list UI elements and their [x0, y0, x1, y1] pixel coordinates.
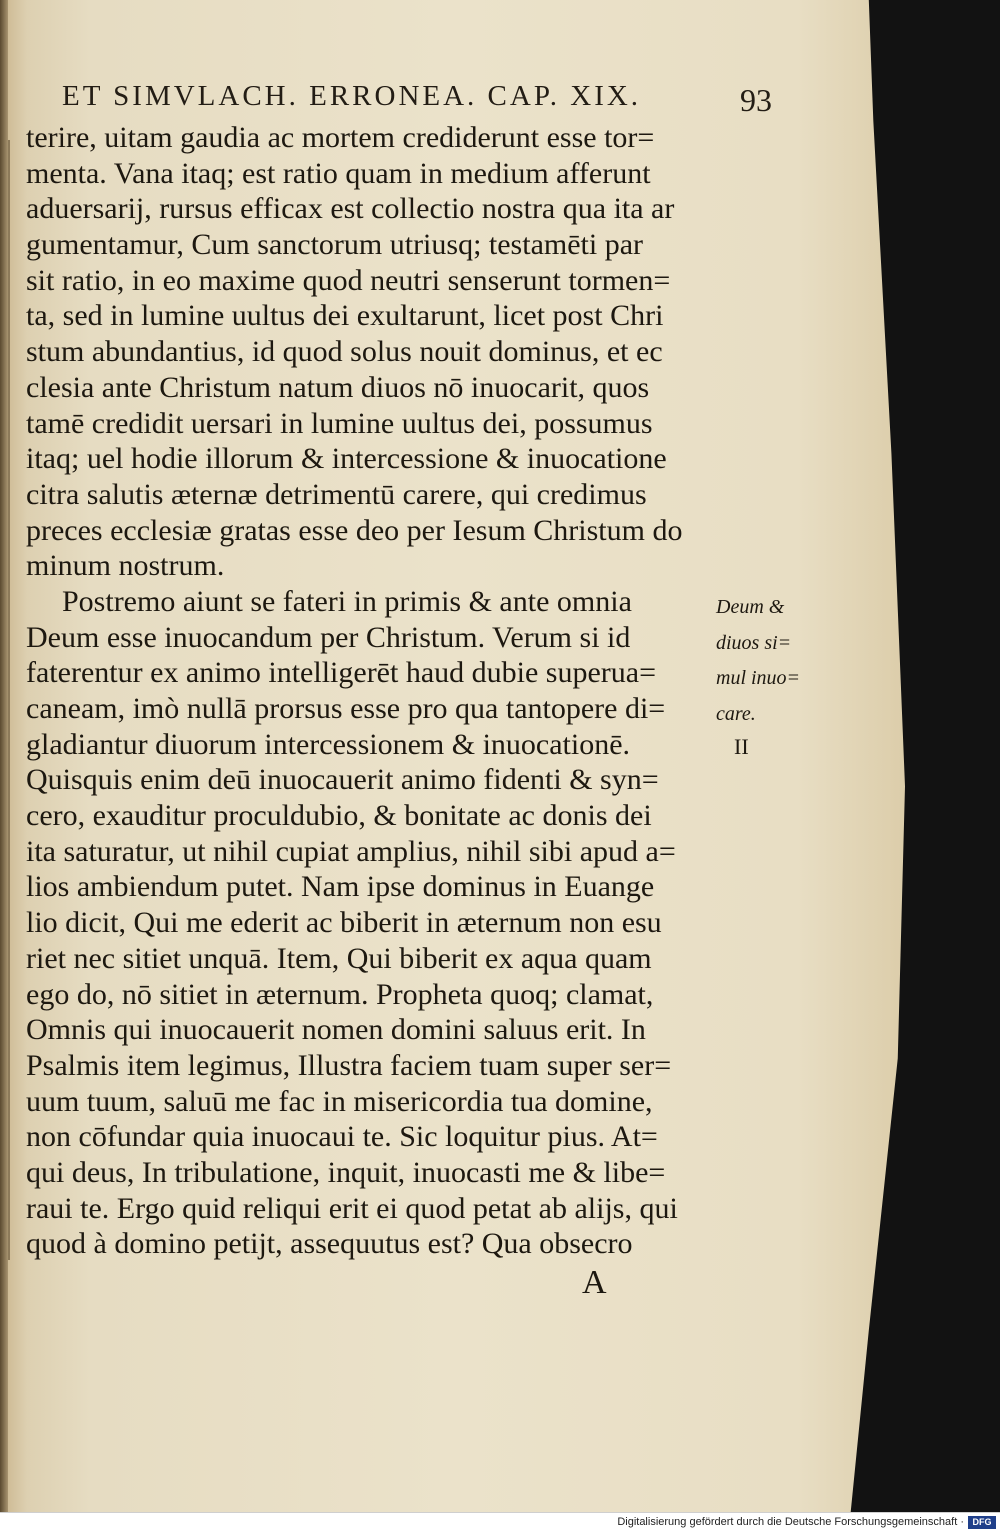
margin-rule [8, 140, 10, 1260]
text-line: caneam, imò nullā prorsus esse pro qua tantopere di= [26, 692, 666, 725]
text-line: ita saturatur, ut nihil cupiat amplius, nihil sibi apud a= [26, 834, 676, 868]
text-line: ego do, nō sitiet in æternum. Propheta quoq; clamat, [26, 977, 654, 1011]
text-line: stum abundantius, id quod solus nouit dominus, et ec [26, 335, 663, 369]
text-line: faterentur ex animo intelligerēt haud dubie superua= [26, 656, 657, 690]
marginal-note [716, 590, 826, 733]
text-line: ta, sed in lumine uultus dei exultarunt, licet post Chri [26, 299, 664, 333]
text-line: gumentamur, Cum sanctorum utriusq; testamēti par [26, 228, 644, 262]
text-line: menta. Vana itaq; est ratio quam in medium afferunt [26, 156, 651, 190]
footer-bar [0, 1512, 1000, 1533]
marginal-note-line: diuos si= [716, 631, 792, 654]
body-text [14, 120, 744, 1262]
marginal-note-line: Deum & [716, 596, 785, 618]
text-line: terire, uitam gaudia ac mortem crediderunt esse tor= [26, 121, 655, 154]
marginal-note-line: mul inuo= [716, 667, 801, 690]
text-line: cero, exauditur proculdubio, & bonitate ac donis dei [26, 799, 652, 833]
text-line: Quisquis enim deū inuocauerit animo fidenti & syn= [26, 763, 659, 797]
marginal-note-line: care. [716, 703, 756, 726]
text-line: aduersarij, rursus efficax est collectio nostra qua ita ar [26, 192, 675, 226]
text-line: qui deus, In tribulatione, inquit, inuocasti me & libe= [26, 1155, 666, 1189]
binding-edge [0, 0, 8, 1512]
text-line: Deum esse inuocandum per Christum. Verum si id [26, 620, 631, 654]
text-line: Omnis qui inuocauerit nomen domini saluus erit. In [26, 1013, 646, 1047]
text-line: preces ecclesiæ gratas esse deo per Iesum Christum do [26, 513, 683, 547]
text-line: uum tuum, saluū me fac in misericordia tua domine, [26, 1084, 653, 1118]
text-line: non cōfundar quia inuocaui te. Sic loquitur pius. At= [26, 1120, 658, 1154]
running-head: ET SIMVLACH. ERRONEA. CAP. XIX. [62, 80, 642, 112]
signature-mark: A [582, 1264, 607, 1301]
dfg-logo-icon: DFG [968, 1516, 996, 1529]
text-line: quod à domino petijt, assequutus est? Qua obsecro [26, 1227, 633, 1261]
text-line: itaq; uel hodie illorum & intercessione & inuocatione [26, 442, 667, 476]
text-line: minum nostrum. [26, 549, 225, 583]
text-line: Postremo aiunt se fateri in primis & ante omnia [62, 584, 632, 618]
text-line: lio dicit, Qui me ederit ac biberit in æternum non esu [26, 906, 662, 940]
funding-credit: Digitalisierung gefördert durch die Deutsche Forschungsgemeinschaft · [617, 1516, 964, 1528]
text-line: sit ratio, in eo maxime quod neutri senserunt tormen= [26, 263, 671, 297]
text-line: gladiantur diuorum intercessionem & inuocationē. [26, 727, 631, 761]
text-line: tamē credidit uersari in lumine uultus dei, possumus [26, 406, 653, 440]
text-line: raui te. Ergo quid reliqui erit ei quod petat ab alijs, qui [26, 1191, 678, 1225]
text-line: lios ambiendum putet. Nam ipse dominus in Euange [26, 870, 655, 904]
text-line: riet nec sitiet unquā. Item, Qui biberit ex aqua quam [26, 941, 652, 975]
marginal-marker: II [734, 734, 749, 759]
page-number: 93 [740, 82, 772, 118]
text-line: Psalmis item legimus, Illustra faciem tuam super ser= [26, 1048, 672, 1082]
text-line: citra salutis æternæ detrimentū carere, qui credimus [26, 477, 647, 511]
text-line: clesia ante Christum natum diuos nō inuocarit, quos [26, 370, 650, 404]
